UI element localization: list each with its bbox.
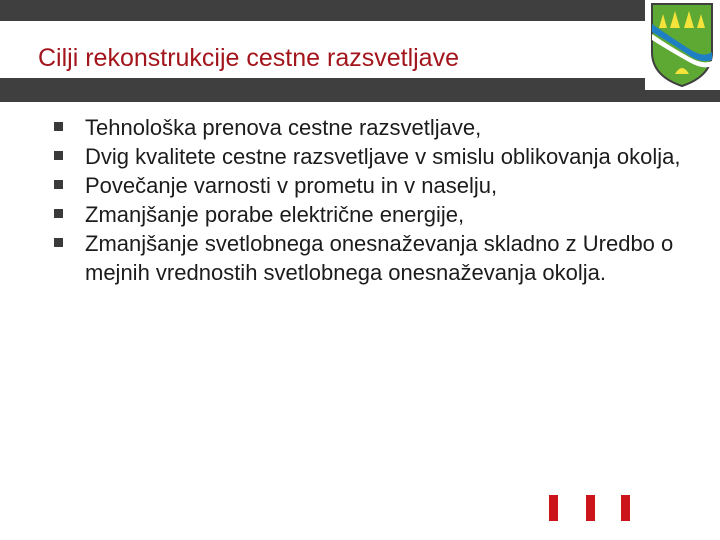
red-bar-mark — [549, 495, 558, 521]
header-top-bar — [0, 0, 720, 21]
slide-title: Cilji rekonstrukcije cestne razsvetljave — [38, 44, 459, 72]
logo-container — [645, 0, 720, 90]
square-bullet-icon — [54, 238, 63, 247]
square-bullet-icon — [54, 209, 63, 218]
square-bullet-icon — [54, 151, 63, 160]
bullet-list — [60, 113, 710, 287]
bullet-item — [60, 171, 710, 200]
bullet-text: Tehnološka prenova cestne razsvetljave, — [85, 115, 482, 140]
bullet-text: Dvig kvalitete cestne razsvetljave v smislu oblikovanja okolja, — [85, 144, 681, 169]
red-bar-marks — [549, 495, 634, 523]
bullet-text: Povečanje varnosti v prometu in v naselju, — [85, 173, 498, 198]
bullet-item — [60, 229, 710, 287]
bullet-item — [60, 142, 710, 171]
bullet-text: Zmanjšanje porabe električne energije, — [85, 202, 465, 227]
red-bar-mark — [621, 495, 630, 521]
coat-of-arms-icon — [649, 2, 715, 88]
header-bottom-bar — [0, 78, 720, 102]
bullet-item — [60, 200, 710, 229]
square-bullet-icon — [54, 180, 63, 189]
red-bar-mark — [586, 495, 595, 521]
bullet-text: Zmanjšanje svetlobnega onesnaževanja skladno z Uredbo o mejnih vrednostih svetlobnega onesnaževanja okolja. — [85, 231, 674, 285]
square-bullet-icon — [54, 122, 63, 131]
bullet-item — [60, 113, 710, 142]
